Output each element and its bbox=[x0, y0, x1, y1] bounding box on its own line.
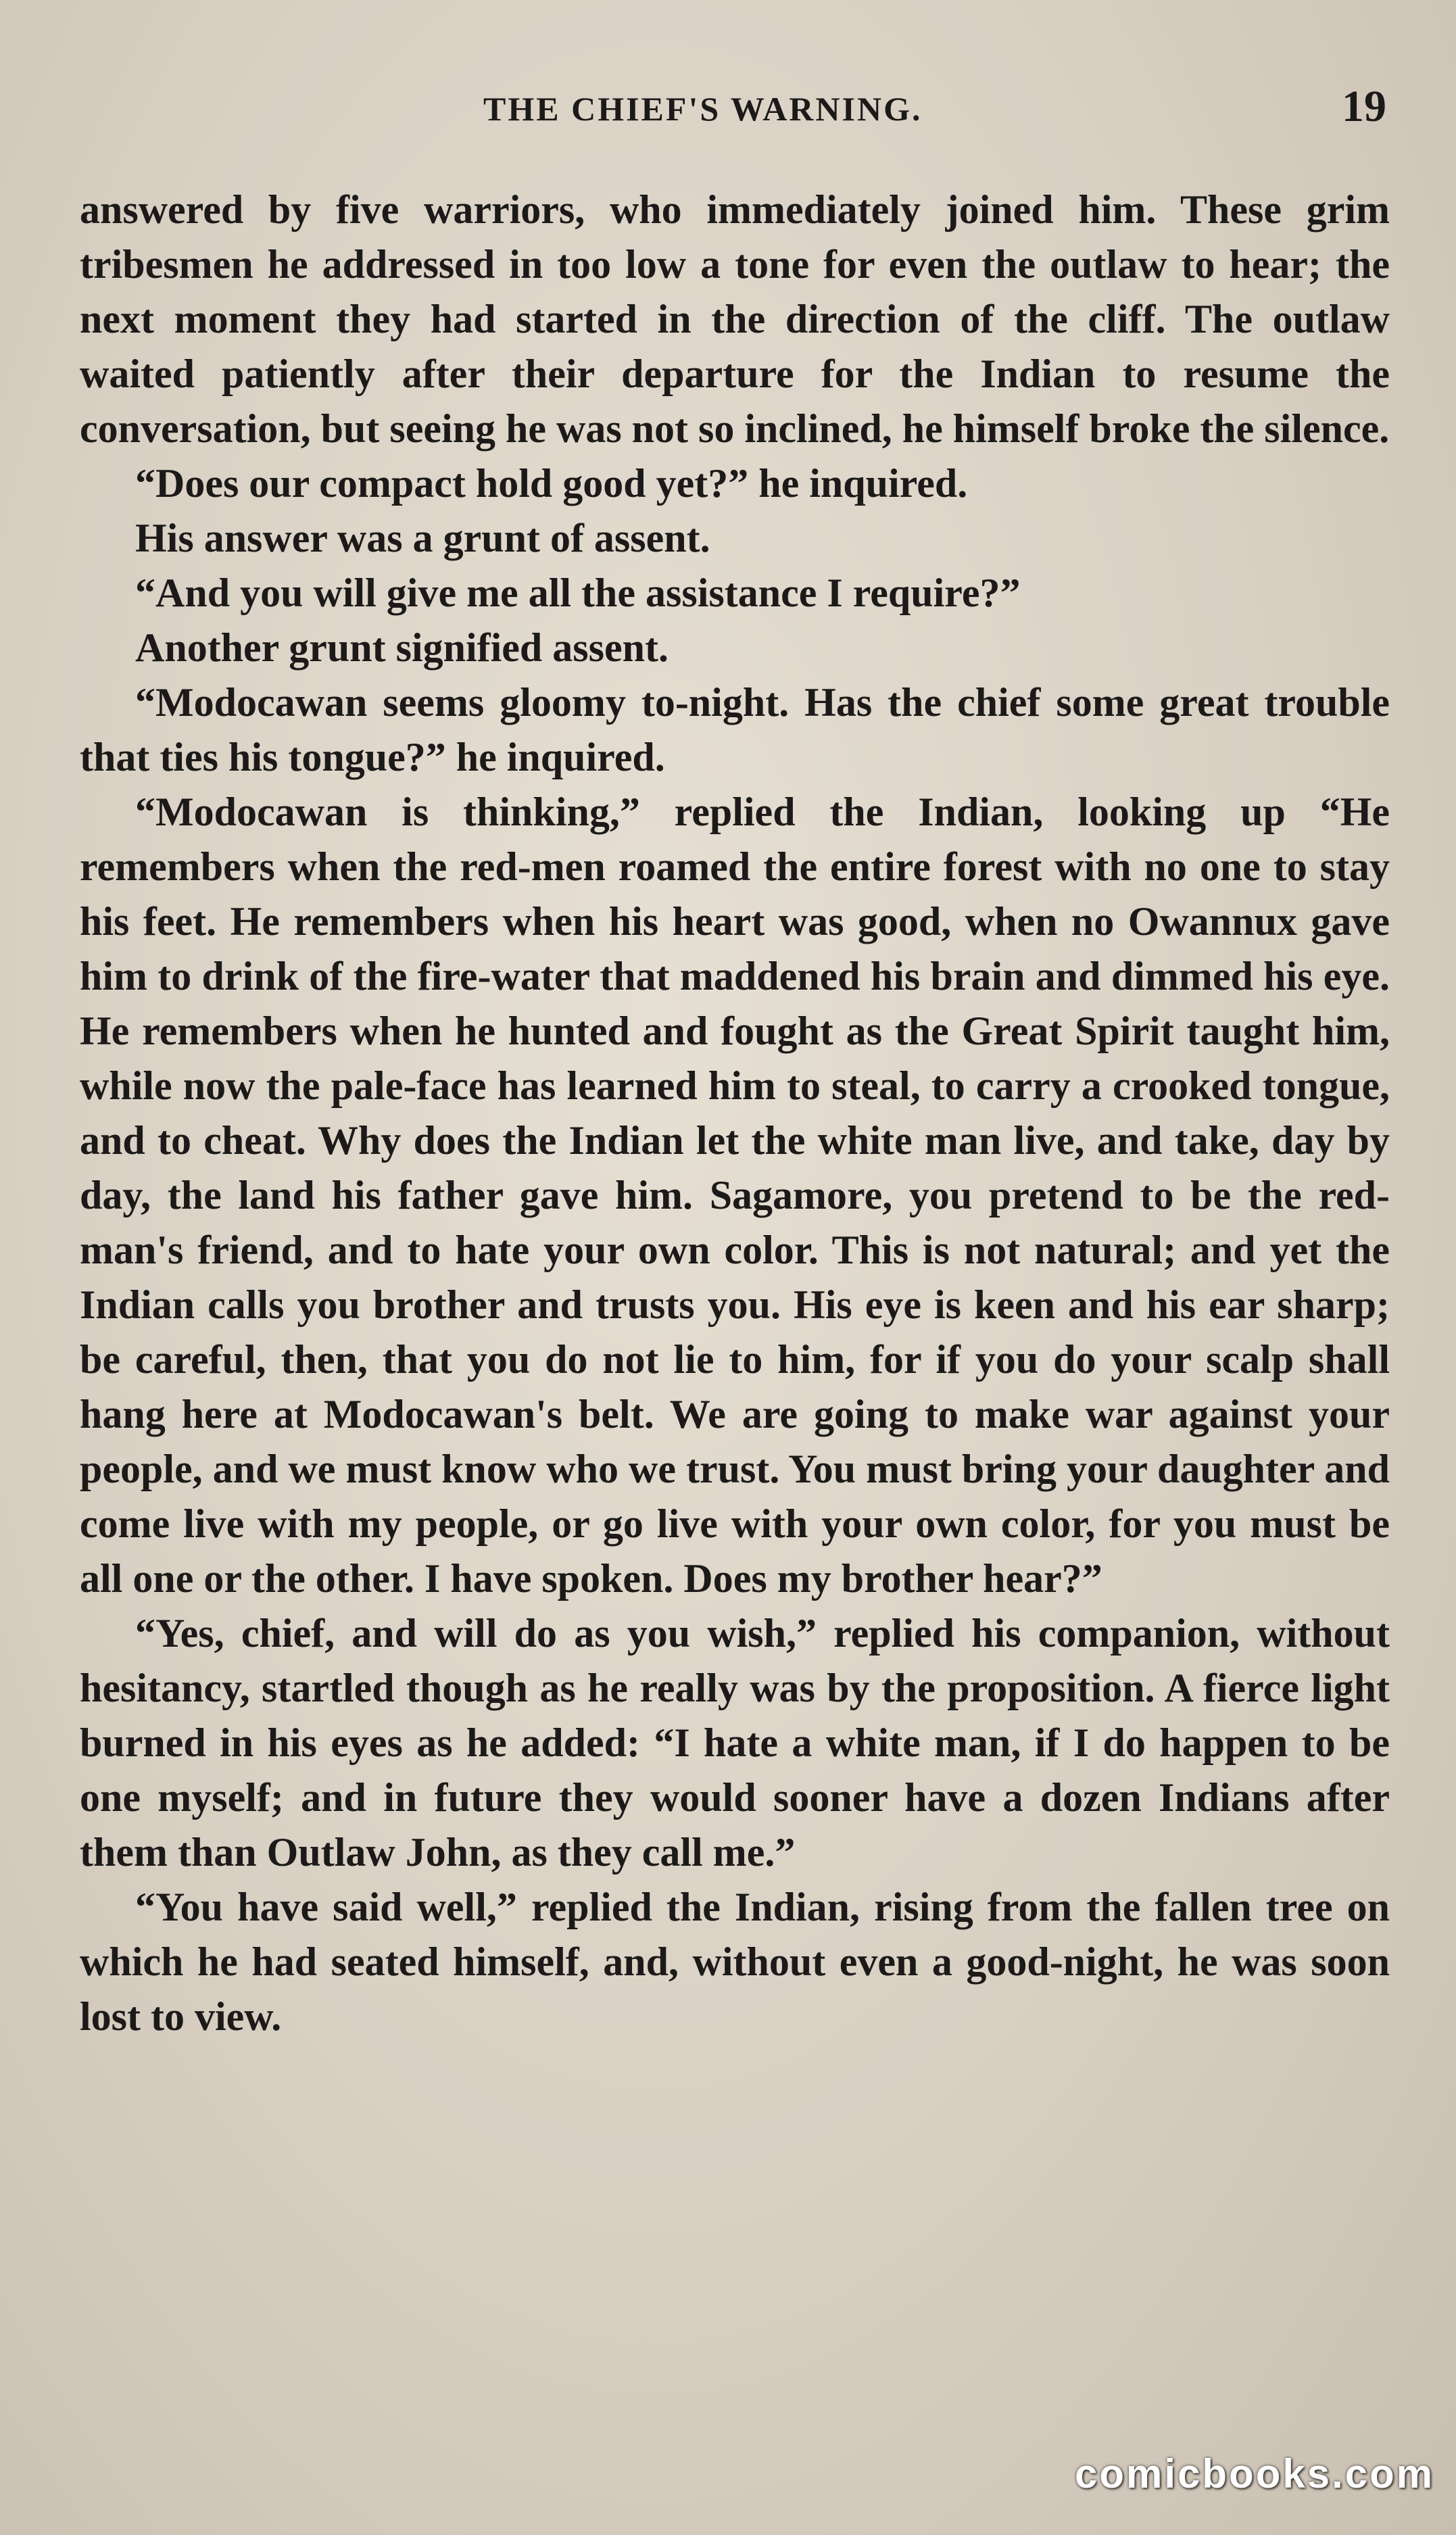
running-title: THE CHIEF'S WARNING. bbox=[483, 90, 923, 128]
paragraph: answered by five warriors, who immediately joined him. These grim tribesmen he addressed in too low a tone for even the outlaw to hear; the next moment they had started in the direction of the cliff. The outlaw waited patiently after their departure for the Indian to resume the conversation, but seeing he was not so inclined, he himself broke the silence. bbox=[80, 187, 1390, 451]
watermark: comicbooks.com bbox=[1075, 2451, 1435, 2496]
paragraph: “You have said well,” replied the Indian, rising from the fallen tree on which he had seated himself, and, without even a good-night, he was soon lost to view. bbox=[80, 1885, 1390, 2039]
paragraph: His answer was a grunt of assent. bbox=[135, 516, 710, 560]
paragraph: Another grunt signified assent. bbox=[135, 625, 669, 670]
paragraph: “Yes, chief, and will do as you wish,” replied his companion, without hesitancy, startled though as he really was by the proposition. A fierce light burned in his eyes as he added: “I hate a white man, if I do happen to be one myself; and in future they would sooner have a dozen Indians after them than Outlaw John, as they call me.” bbox=[80, 1611, 1390, 1875]
paragraph: “And you will give me all the assistance I require?” bbox=[135, 571, 1021, 615]
body-text bbox=[80, 183, 1390, 2044]
paragraph: “Modocawan is thinking,” replied the Indian, looking up “He remembers when the red-men roamed the entire forest with no one to stay his feet. He remembers when his heart was good, when no Owannux gave him to drink of the fire-water that maddened his brain and dimmed his eye. He remembers when he hunted and fought as the Great Spirit taught him, while now the pale-face has learned him to steal, to carry a crooked tongue, and to cheat. Why does the Indian let the white man live, and take, day by day, the land his father gave him. Sagamore, you pretend to be the red-man's friend, and to hate your own color. This is not natural; and yet the Indian calls you brother and trusts you. His eye is keen and his ear sharp; be careful, then, that you do not lie to him, for if you do your scalp shall hang here at Modocawan's belt. We are going to make war against your people, and we must know who we trust. You must bring your daughter and come live with my people, or go live with your own color, for you must be all one or the other. I have spoken. Does my brother hear?” bbox=[80, 790, 1390, 1601]
paragraph: “Modocawan seems gloomy to-night. Has the chief some great trouble that ties his tongue?” he inquired. bbox=[80, 680, 1390, 779]
paragraph: “Does our compact hold good yet?” he inquired. bbox=[135, 461, 968, 506]
running-head bbox=[0, 81, 1456, 135]
page-number: 19 bbox=[1342, 82, 1386, 131]
